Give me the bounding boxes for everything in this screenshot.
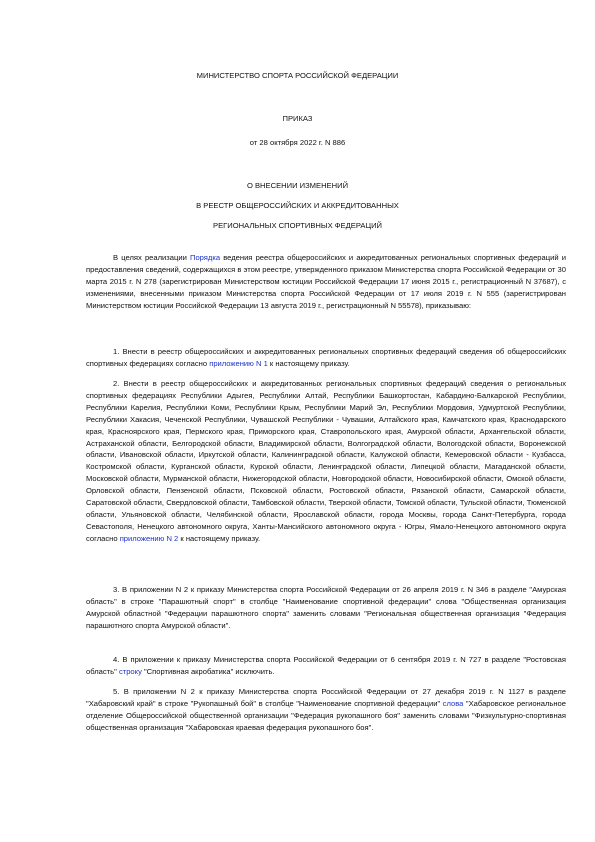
appendix-1-link[interactable]: приложению N 1 — [209, 358, 268, 368]
doc-type-heading: ПРИКАЗ — [282, 114, 313, 123]
item-2-text-start: 2. Внести в реестр общероссийских и аккредитованных региональных спортивных федераций сведения о региональных спортивных федерациях Республики Адыгея, Республики Алтай, Республики Башкортостан, Кабардино-Балкарской Республики, Республики Карелия, Республики Коми, Республики Крым, Республики Марий Эл, Республики Мордовия, Удмуртской Республики, Республики Хакасия, Чеченской Республики, Чувашской Республики - Чувашии, Алтайского края, Камчатского края, Краснодарского края, Красноярского края, Пермского края, Приморского края, Ставропольского края, Амурской области, Архангельской области, Астраханской области, Белгородской области, Владимирской области, Волгоградской области, Вологодской области, Воронежской области, Ивановской области, Иркутской области, Калининградской области, Калужской области, Кемеровской области - Кузбасса, Костромской области, Курганской области, Курской области, Ленинградской области, Липецкой области, Магаданской области, Московской области, Мурманской области, Нижегородской области, Новгородской области, Новосибирской области, Омской области, Орловской области, Пензенской области, Псковской области, Ростовской области, Рязанской области, Самарской области, Саратовской области, Свердловской области, Тамбовской области, Тверской области, Томской области, Тульской области, Тюменской области, Ульяновской области, Челябинской области, Ярославской области, города Москвы, города Санкт-Петербурга, города Севастополя, Ненецкого автономного округа, Ханты-Мансийского автономного округа - Югры, Ямало-Ненецкого автономного округа согласно — [86, 379, 566, 543]
preamble-paragraph — [86, 252, 566, 312]
item-4-paragraph — [86, 654, 566, 678]
preamble-text-end: ведения реестра общероссийских и аккредитованных региональных спортивных федераций и предоставления сведений, содержащихся в этом реестре, утвержденного приказом Министерства спорта Российской Федерации от 30 марта 2015 г. N 278 (зарегистрирован Министерством юстиции Российской Федерации 17 июня 2015 г., регистрационный N 37687), с изменениями, внесенными приказом Министерства спорта Российской Федерации от 17 июля 2019 г. N 555 (зарегистрирован Министерством юстиции Российской Федерации 13 августа 2019 г., регистрационный N 55578), приказываю: — [86, 253, 566, 310]
item-5-text-end: "Хабаровское региональное отделение Общероссийской общественной организации "Федерация рукопашного боя" заменить словами "Физкультурно-спортивная общественная организация "Хабаровская краевая федерация рукопашного боя". — [86, 698, 566, 732]
ministry-heading: МИНИСТЕРСТВО СПОРТА РОССИЙСКОЙ ФЕДЕРАЦИИ — [196, 71, 399, 80]
row-link[interactable]: строку — [118, 666, 142, 676]
item-5-paragraph — [86, 686, 566, 734]
preamble-text-start: В целях реализации — [113, 253, 190, 262]
item-3-paragraph: 3. В приложении N 2 к приказу Министерства спорта Российской Федерации от 26 апреля 2019 г. N 346 в разделе "Амурская область" в строке "Парашютный спорт" в столбце "Наименование спортивной федерации" слова "Общественная организация Амурской областной "Федерации парашютного спорта" заменить словами "Региональная общественная организация "Федерация парашютного спорта Амурской области". — [86, 585, 566, 630]
title-line-1: О ВНЕСЕНИИ ИЗМЕНЕНИЙ — [246, 181, 349, 190]
item-1-text-start: 1. Внести в реестр общероссийских и аккредитованных региональных спортивных федераций сведения об общероссийских спортивных федерациях согласно — [86, 347, 566, 368]
item-4-text-end: "Спортивная акробатика" исключить. — [141, 666, 275, 676]
item-2-paragraph — [86, 378, 566, 545]
item-5-text-start: 5. В приложении N 2 к приказу Министерства спорта Российской Федерации от 27 декабря 2019 г. N 1127 в разделе "Хабаровский край" в строке "Рукопашный бой" в столбце "Наименование спортивной федерации" — [86, 687, 566, 708]
appendix-2-link[interactable]: приложению N 2 — [119, 533, 179, 543]
item-2-text-end: к настоящему приказу. — [178, 533, 261, 543]
words-link[interactable]: слова — [442, 698, 464, 708]
procedure-link[interactable]: Порядка — [189, 253, 221, 262]
item-1-text-end: к настоящему приказу. — [267, 358, 350, 368]
item-4-text-start: 4. В приложении к приказу Министерства спорта Российской Федерации от 6 сентября 2019 г. N 727 в разделе "Ростовская область" — [86, 655, 566, 676]
title-line-2: В РЕЕСТР ОБЩЕРОССИЙСКИХ И АККРЕДИТОВАННЫХ — [196, 201, 399, 210]
item-1-paragraph — [86, 346, 566, 370]
title-line-3: РЕГИОНАЛЬНЫХ СПОРТИВНЫХ ФЕДЕРАЦИЙ — [213, 221, 382, 230]
doc-date: от 28 октября 2022 г. N 886 — [249, 138, 346, 147]
